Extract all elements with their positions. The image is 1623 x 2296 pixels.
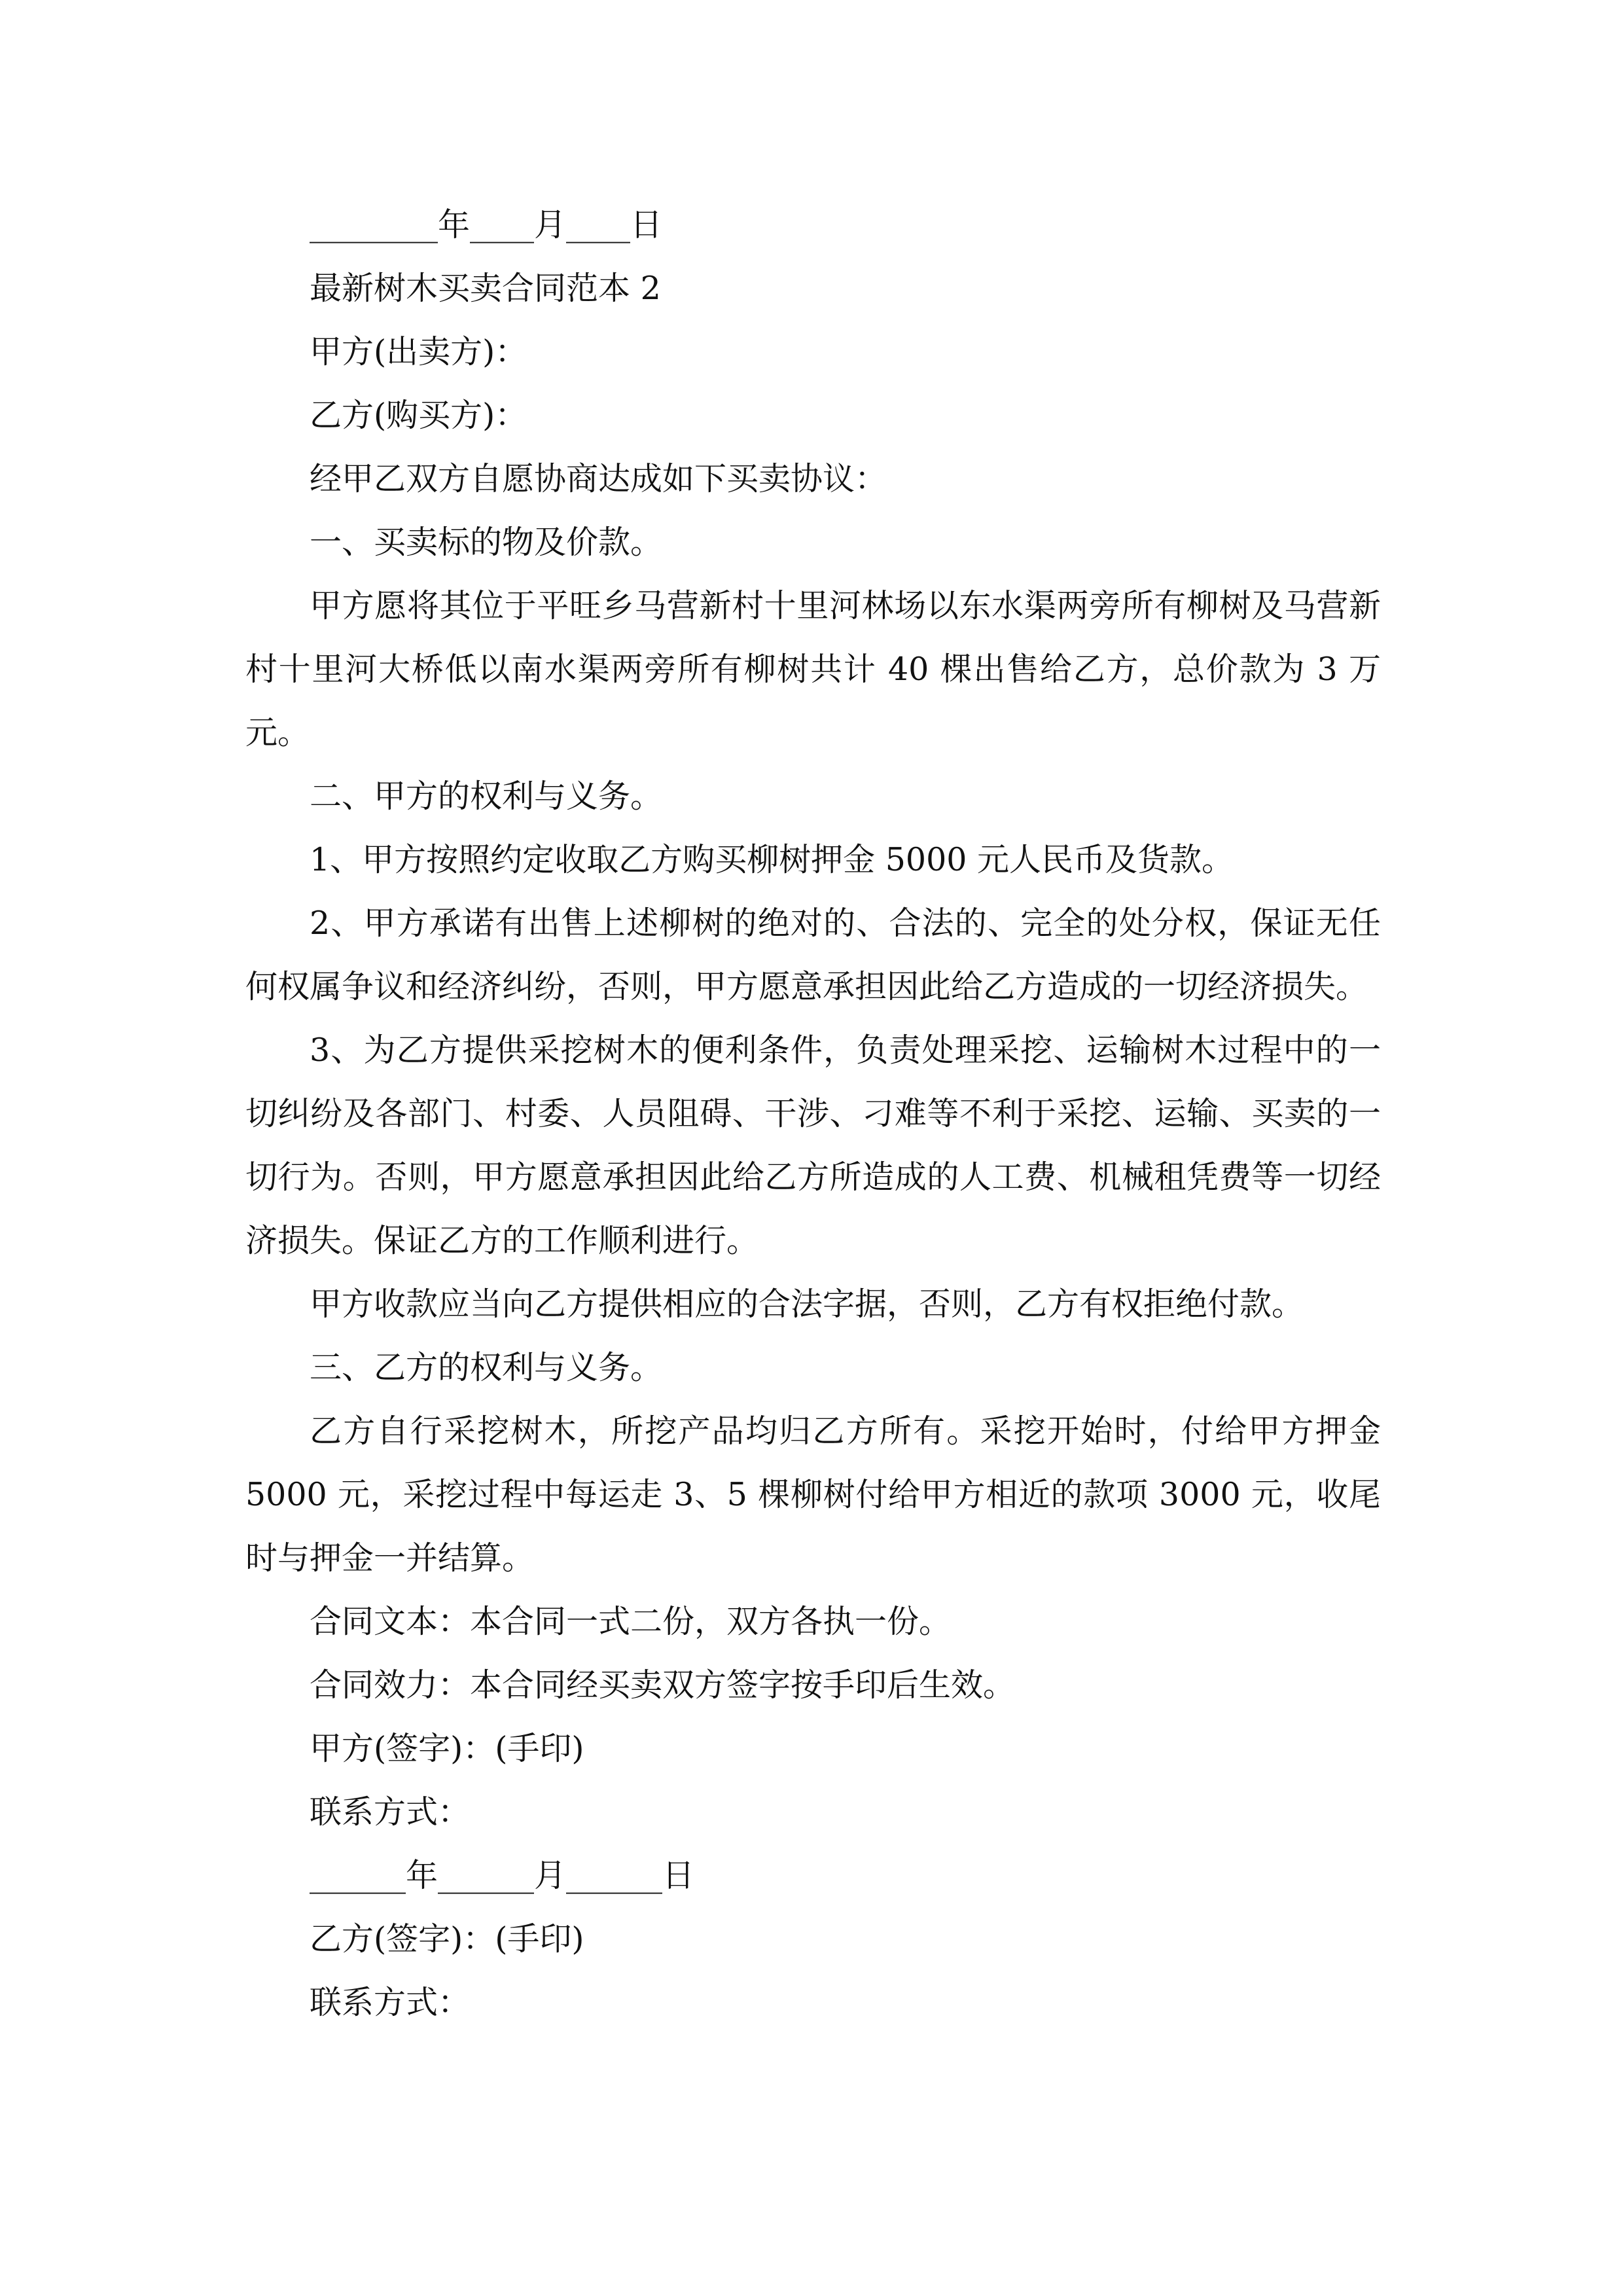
date-line-top: ________年____月____日 (310, 206, 663, 243)
agreement-intro: 经甲乙双方自愿协商达成如下买卖协议： (310, 460, 887, 497)
section-1-body: 甲方愿将其位于平旺乡马营新村十里河林场以东水渠两旁所有柳树及马营新村十里河大桥低以南水渠两旁所有柳树共计 40 棵出售给乙方，总价款为 3 万元。 (245, 587, 1381, 751)
party-a-seller: 甲方(出卖方)： (310, 333, 527, 370)
section-2-heading: 二、甲方的权利与义务。 (310, 778, 663, 815)
party-b-signature: 乙方(签字)：(手印) (310, 1920, 584, 1958)
receipt-clause: 甲方收款应当向乙方提供相应的合法字据，否则，乙方有权拒绝付款。 (310, 1285, 1304, 1323)
contract-title: 最新树木买卖合同范本 2 (310, 270, 661, 307)
party-a-signature: 甲方(签字)：(手印) (310, 1730, 584, 1767)
section-3-body: 乙方自行采挖树木，所挖产品均归乙方所有。采挖开始时，付给甲方押金 5000 元，采挖过程中每运走 3、5 棵柳树付给甲方相近的款项 3000 元，收尾时与押金一并结算。 (245, 1412, 1391, 1577)
contract-document (245, 193, 1391, 2034)
contract-copies: 合同文本：本合同一式二份，双方各执一份。 (310, 1603, 952, 1640)
section-1-heading: 一、买卖标的物及价款。 (310, 524, 663, 561)
clause-2-3: 3、为乙方提供采挖树木的便利条件，负责处理采挖、运输树木过程中的一切纠纷及各部门、村委、人员阻碍、干涉、刁难等不利于采挖、运输、买卖的一切行为。否则，甲方愿意承担因此给乙方所造成的人工费、机械租凭费等一切经济损失。保证乙方的工作顺利进行。 (245, 1031, 1381, 1259)
clause-2-2: 2、甲方承诺有出售上述柳树的绝对的、合法的、完全的处分权，保证无任何权属争议和经济纠纷，否则，甲方愿意承担因此给乙方造成的一切经济损失。 (245, 905, 1381, 1005)
party-b-buyer: 乙方(购买方)： (310, 397, 527, 434)
date-line-bottom: ______年______月______日 (310, 1857, 695, 1894)
section-3-heading: 三、乙方的权利与义务。 (310, 1349, 663, 1386)
clause-2-1: 1、甲方按照约定收取乙方购买柳树押金 5000 元人民币及货款。 (310, 841, 1234, 878)
party-a-contact: 联系方式： (310, 1793, 471, 1831)
contract-validity: 合同效力：本合同经买卖双方签字按手印后生效。 (310, 1666, 1016, 1704)
party-b-contact: 联系方式： (310, 1984, 471, 2021)
